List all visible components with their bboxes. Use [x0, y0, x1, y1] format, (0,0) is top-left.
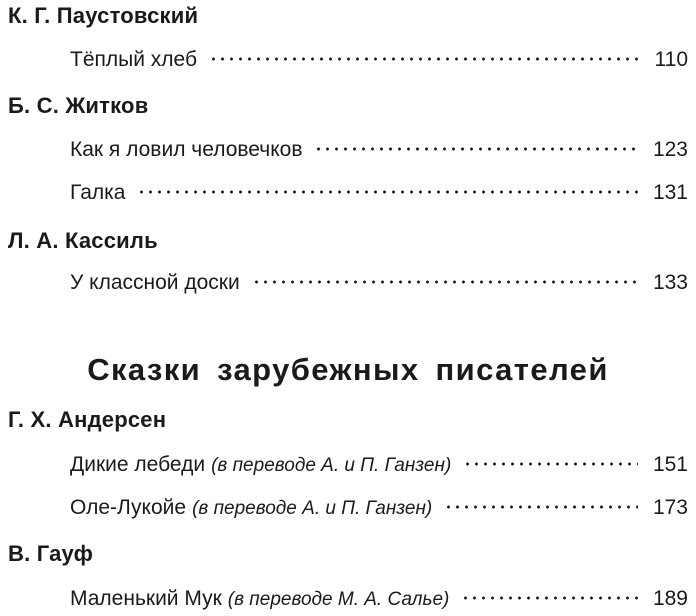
author-paustovsky: К. Г. Паустовский [8, 3, 199, 28]
entry-title: Тёплый хлеб [70, 48, 198, 71]
dot-leader [444, 505, 638, 509]
dot-leader [463, 462, 638, 466]
author-kassil: Л. А. Кассиль [8, 228, 158, 253]
section-heading: Сказки зарубежных писателей [87, 352, 609, 387]
dot-leader [137, 190, 638, 194]
entry-title: Оле-Лукойе [70, 496, 187, 519]
entry-page-number: 110 [654, 48, 688, 71]
toc-entry-teply-khleb[interactable] [70, 45, 688, 75]
entry-title: Галка [70, 181, 126, 204]
toc-entry-galka[interactable] [70, 178, 688, 208]
dot-leader [209, 57, 638, 61]
author-gauf: В. Гауф [8, 541, 94, 566]
entry-page-number: 123 [652, 138, 688, 161]
author-andersen: Г. Х. Андерсен [8, 407, 167, 432]
toc-entry-u-klassnoy-doski[interactable] [70, 268, 688, 298]
toc-entry-malenkiy-muk[interactable] [70, 584, 688, 614]
entry-page-number: 173 [652, 496, 688, 519]
entry-page-number: 133 [652, 271, 688, 294]
entry-title: Дикие лебеди [70, 453, 206, 476]
entry-page-number: 131 [652, 181, 688, 204]
entry-translation-note: (в переводе М. А. Салье) [227, 589, 450, 610]
dot-leader [461, 596, 638, 600]
dot-leader [314, 147, 638, 151]
toc-entry-kak-ya-lovil[interactable] [70, 135, 688, 165]
author-zhitkov: Б. С. Житков [8, 93, 149, 118]
entry-translation-note: (в переводе А. и П. Ганзен) [211, 455, 452, 476]
entry-page-number: 189 [652, 587, 688, 610]
toc-entry-ole-lukoye[interactable] [70, 493, 688, 523]
entry-page-number: 151 [652, 453, 688, 476]
entry-title: Маленький Мук [70, 587, 222, 610]
entry-translation-note: (в переводе А. и П. Ганзен) [192, 498, 433, 519]
entry-title: Как я ловил человечков [70, 138, 303, 161]
dot-leader [252, 280, 638, 284]
toc-entry-dikie-lebedi[interactable] [70, 450, 688, 480]
entry-title: У классной доски [70, 271, 240, 294]
